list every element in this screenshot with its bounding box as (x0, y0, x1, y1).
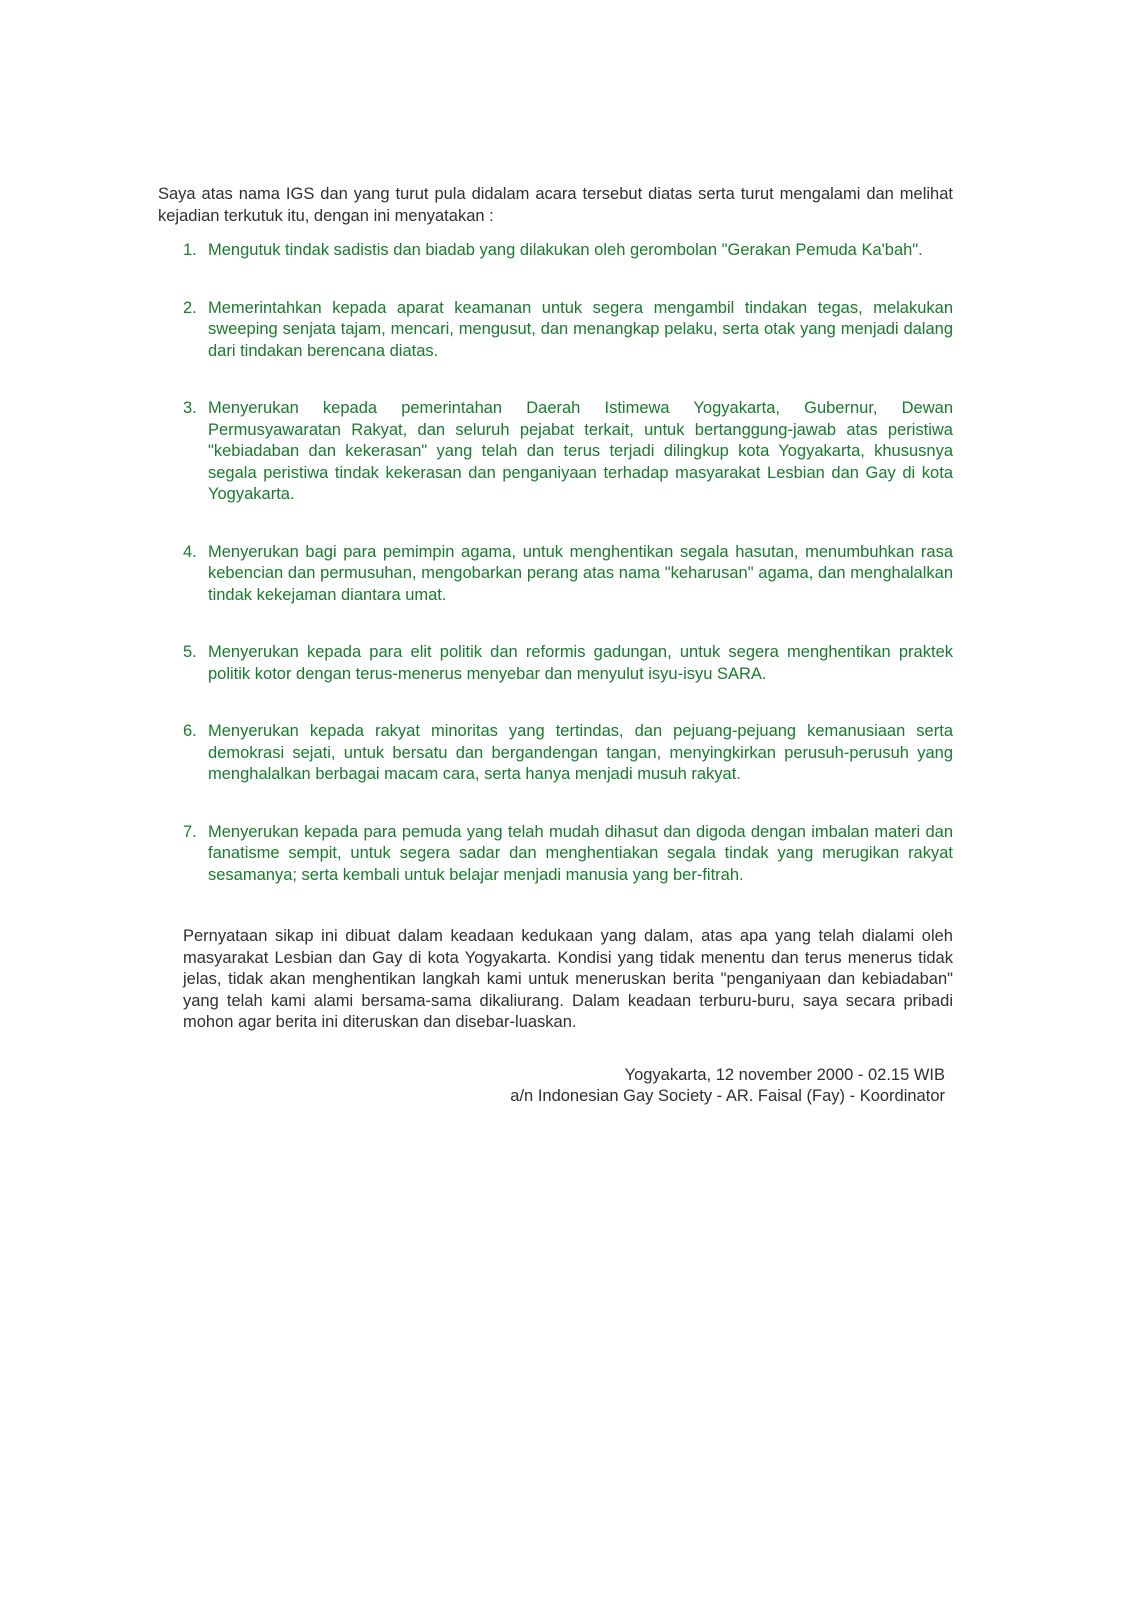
list-item-text: Mengutuk tindak sadistis dan biadab yang dilakukan oleh gerombolan "Gerakan Pemuda Ka'bah". (208, 241, 923, 259)
list-item-text: Menyerukan kepada para pemuda yang telah mudah dihasut dan digoda dengan imbalan materi dan fanatisme sempit, untuk segera sadar dan menghentiakan segala tindak yang merugikan rakyat sesamanya; serta kembali untuk belajar menjadi manusia yang ber-fitrah. (208, 822, 953, 884)
list-item-text: Menyerukan bagi para pemimpin agama, untuk menghentikan segala hasutan, menumbuhkan rasa kebencian dan permusuhan, mengobarkan perang atas nama "keharusan" agama, dan menghalalkan tindak kekejaman diantara umat. (208, 542, 953, 604)
list-item-number: 2. (183, 298, 197, 317)
list-item (183, 398, 953, 506)
list-item (183, 298, 953, 363)
list-item-number: 5. (183, 643, 197, 661)
list-item-text: Menyerukan kepada rakyat minoritas yang tertindas, dan pejuang-pejuang kemanusiaan serta demokrasi sejati, untuk bersatu dan bergandengan tangan, menyingkirkan perusuh-perusuh yang menghalalkan berbagai macam cara, serta hanya menjadi musuh rakyat. (208, 722, 953, 783)
list-item-text: Memerintahkan kepada aparat keamanan untuk segera mengambil tindakan tegas, melakukan sweeping senjata tajam, mencari, mengusut, dan menangkap pelaku, serta otak yang menjadi dalang dari tindakan berencana diatas. (208, 298, 953, 360)
list-item-text: Menyerukan kepada pemerintahan Daerah Istimewa Yogyakarta, Gubernur, Dewan Permusyawaratan Rakyat, dan seluruh pejabat terkait, untuk bertanggung-jawab atas peristiwa "kebiadaban dan kekerasan" yang telah dan terus terjadi dilingkup kota Yogyakarta, khususnya segala peristiwa tindak kekerasan dan penganiyaan terhadap masyarakat Lesbian dan Gay di kota Yogyakarta. (208, 399, 953, 503)
list-item (183, 721, 953, 786)
signature-date-line: Yogyakarta, 12 november 2000 - 02.15 WIB (624, 1065, 945, 1084)
list-item (183, 822, 953, 887)
list-item-number: 7. (183, 822, 197, 841)
signature-author-line: a/n Indonesian Gay Society - AR. Faisal (Fay) - Koordinator (510, 1087, 945, 1105)
list-item (183, 642, 953, 685)
list-item-number: 3. (183, 399, 197, 417)
closing-paragraph: Pernyataan sikap ini dibuat dalam keadaan kedukaan yang dalam, atas apa yang telah dialami oleh masyarakat Lesbian dan Gay di kota Yogyakarta. Kondisi yang tidak menentu dan terus menerus tidak jelas, tidak akan menghentikan langkah kami untuk meneruskan berita "penganiyaan dan kebiadaban" yang telah kami alami bersama-sama dikaliurang. Dalam keadaan terburu-buru, saya secara pribadi mohon agar berita ini diteruskan dan disebar-luaskan. (183, 927, 953, 1031)
list-item-number: 4. (183, 542, 197, 561)
statement-list (183, 240, 953, 886)
signature-block (158, 1065, 953, 1108)
list-item (183, 240, 953, 262)
intro-paragraph: Saya atas nama IGS dan yang turut pula didalam acara tersebut diatas serta turut mengalami dan melihat kejadian terkutuk itu, dengan ini menyatakan : (158, 185, 953, 225)
list-item-number: 6. (183, 722, 197, 740)
list-item (183, 542, 953, 607)
list-item-text: Menyerukan kepada para elit politik dan reformis gadungan, untuk segera menghentikan praktek politik kotor dengan terus-menerus menyebar dan menyulut isyu-isyu SARA. (208, 643, 953, 683)
list-item-number: 1. (183, 241, 197, 259)
